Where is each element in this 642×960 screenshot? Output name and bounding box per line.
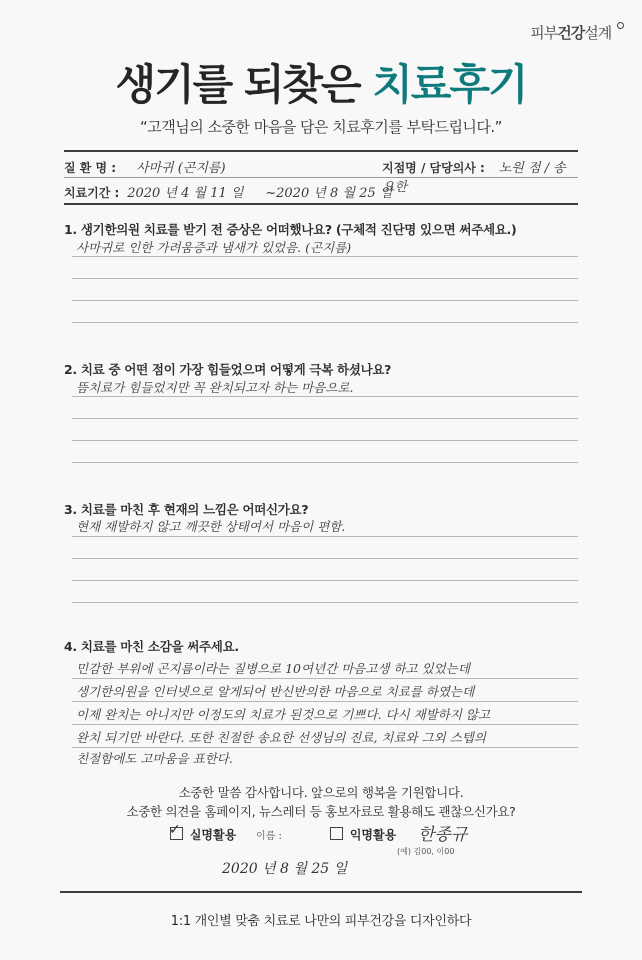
answer-4-line-5: 친절함에도 고마움을 표한다. bbox=[76, 751, 233, 766]
question-1: 1. 생기한의원 치료를 받기 전 증상은 어떠했나요? (구체적 진단명 있으면 써주세요.) bbox=[64, 222, 517, 237]
ruled-line bbox=[72, 536, 578, 537]
ruled-line bbox=[72, 396, 578, 397]
answer-2-line-1: 뜸치료가 힘들었지만 꼭 완치되고자 하는 마음으로. bbox=[76, 380, 354, 395]
ruled-line bbox=[72, 580, 578, 581]
branch-label: 지점명 / 담당의사 : bbox=[382, 161, 485, 175]
ruled-line bbox=[72, 602, 578, 603]
period-end: ~2020 년 8 월 25 일 bbox=[265, 186, 393, 201]
real-name-checkbox[interactable] bbox=[169, 822, 183, 840]
brand-text-2: 건강 bbox=[557, 24, 585, 42]
period-label: 치료기간 : bbox=[64, 186, 120, 200]
ruled-line bbox=[72, 462, 578, 463]
title-main: 생기를 되찾은 bbox=[115, 60, 360, 109]
anonymous-label: 익명활용 bbox=[349, 828, 397, 842]
page-title bbox=[0, 52, 642, 112]
closing-consent-question: 소중한 의견을 홈페이지, 뉴스레터 등 홍보자료로 활용해도 괜찮으신가요? bbox=[126, 804, 516, 819]
branch-value: 노원 점 / 송요한 bbox=[382, 161, 566, 195]
disease-value: 사마귀 (곤지름) bbox=[135, 161, 226, 176]
divider-top bbox=[64, 150, 578, 152]
divider-info bbox=[64, 177, 578, 178]
ruled-line bbox=[72, 322, 578, 323]
ruled-line bbox=[72, 300, 578, 301]
ruled-line bbox=[72, 440, 578, 441]
name-label: 이름 : bbox=[256, 831, 282, 842]
ruled-line bbox=[72, 724, 578, 725]
brand-logo bbox=[530, 22, 624, 43]
answer-4-line-4: 완치 되기만 바란다. 또한 친절한 송요한 선생님의 진료, 치료와 그외 스텝의 bbox=[76, 730, 486, 745]
divider-bottom bbox=[60, 891, 582, 893]
anonymous-option[interactable] bbox=[330, 826, 396, 843]
title-accent: 치료후기 bbox=[372, 60, 527, 109]
closing-thanks: 소중한 말씀 감사합니다. 앞으로의 행복을 기원합니다. bbox=[178, 785, 464, 800]
check-mark-icon: ✓ bbox=[169, 822, 181, 838]
divider-info-bottom bbox=[64, 203, 578, 205]
brand-text-1: 피부 bbox=[530, 24, 558, 42]
ruled-line bbox=[72, 701, 578, 702]
brand-dot-icon bbox=[617, 22, 624, 29]
answer-4-line-1: 민감한 부위에 곤지름이라는 질병으로 10여년간 마음고생 하고 있었는데 bbox=[76, 661, 470, 676]
signature: 한종규 bbox=[418, 825, 468, 845]
real-name-option[interactable] bbox=[169, 822, 282, 843]
question-2: 2. 치료 중 어떤 점이 가장 힘들었으며 어떻게 극복 하셨나요? bbox=[64, 362, 392, 377]
answer-3-line-1: 현재 재발하지 않고 깨끗한 상태여서 마음이 편함. bbox=[76, 519, 346, 534]
ruled-line bbox=[72, 678, 578, 679]
period-row bbox=[64, 182, 578, 201]
footer-slogan: 1:1 개인별 맞춤 치료로 나만의 피부건강을 디자인하다 bbox=[170, 914, 472, 929]
subtitle: “고객님의 소중한 마음을 담은 치료후기를 부탁드립니다.” bbox=[140, 118, 502, 136]
answer-4-line-3: 이제 완치는 아니지만 이정도의 치료가 된것으로 기쁘다. 다시 재발하지 않고 bbox=[76, 707, 491, 722]
anonymous-example: (예) 김00, 이00 bbox=[397, 847, 455, 856]
anonymous-checkbox[interactable] bbox=[330, 827, 343, 840]
real-name-label: 실명활용 bbox=[189, 828, 237, 842]
ruled-line bbox=[72, 278, 578, 279]
disease-label: 질 환 명 : bbox=[64, 161, 117, 175]
ruled-line bbox=[72, 418, 578, 419]
ruled-line bbox=[72, 558, 578, 559]
brand-text-3: 설계 bbox=[584, 24, 612, 42]
ruled-line bbox=[72, 256, 578, 257]
period-start: 2020 년 4 월 11 일 bbox=[127, 186, 244, 201]
answer-4-line-2: 생기한의원을 인터넷으로 알게되어 반신반의한 마음으로 치료를 하였는데 bbox=[76, 684, 475, 699]
question-4: 4. 치료를 마친 소감을 써주세요. bbox=[64, 639, 239, 654]
question-3: 3. 치료를 마친 후 현재의 느낌은 어떠신가요? bbox=[64, 502, 309, 517]
answer-1-line-1: 사마귀로 인한 가려움증과 냄새가 있었음. (곤지름) bbox=[76, 240, 352, 255]
sign-date: 2020 년 8 월 25 일 bbox=[222, 861, 348, 877]
ruled-line bbox=[72, 747, 578, 748]
